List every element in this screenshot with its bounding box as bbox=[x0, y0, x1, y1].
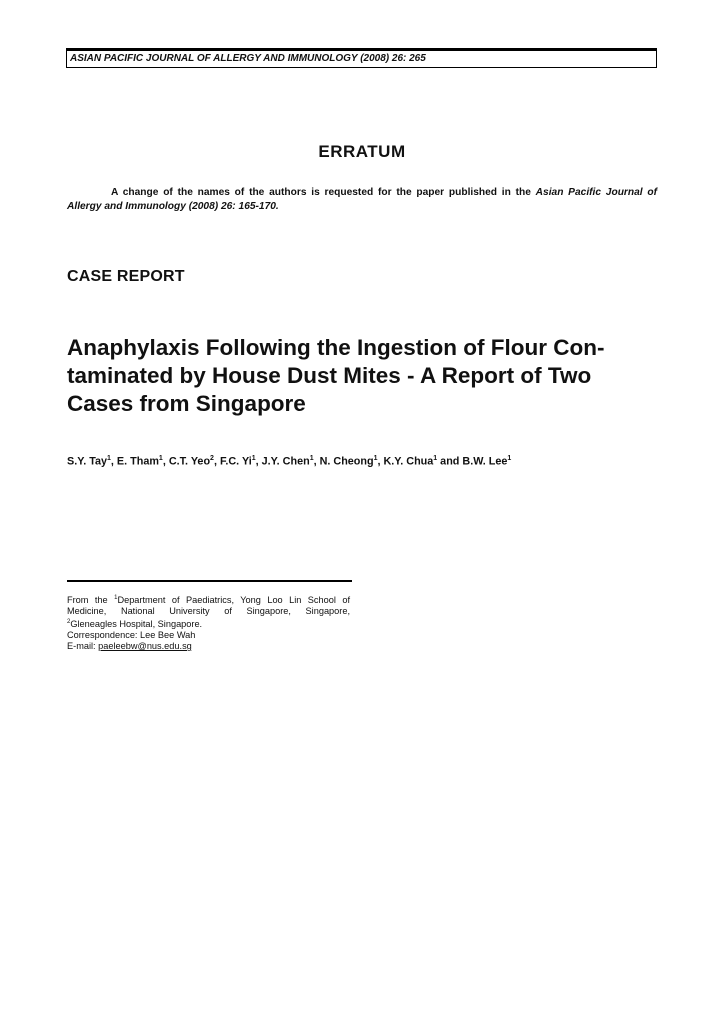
erratum-note bbox=[67, 186, 657, 214]
affiliation-line bbox=[67, 617, 350, 630]
author-affiliation-mark: 1 bbox=[433, 455, 438, 462]
author-affiliation-mark: 1 bbox=[158, 455, 163, 462]
author-affiliation-mark: 1 bbox=[107, 455, 111, 462]
author-separator: , bbox=[255, 455, 262, 468]
journal-running-header bbox=[66, 48, 657, 68]
author-list bbox=[67, 455, 667, 468]
author-name: B.W. Lee bbox=[462, 455, 508, 468]
article-title-line: Anaphylaxis Following the Ingestion of Flour Con- bbox=[67, 335, 605, 360]
affiliation-line bbox=[67, 593, 350, 606]
author-separator: , bbox=[377, 455, 384, 468]
email-label: E-mail: bbox=[67, 641, 96, 652]
erratum-heading: ERRATUM bbox=[318, 142, 406, 161]
correspondence-line: Correspondence: Lee Bee Wah bbox=[67, 630, 196, 641]
author-name: C.T. Yeo bbox=[168, 455, 211, 468]
email-line bbox=[67, 641, 350, 652]
author-name: S.Y. Tay bbox=[67, 455, 108, 468]
author-affiliation-mark: 1 bbox=[373, 455, 378, 462]
author-name: N. Cheong bbox=[319, 455, 374, 468]
erratum-note-text: A change of the names of the authors is requested for the paper published in the bbox=[111, 187, 531, 198]
author-separator: and bbox=[437, 455, 463, 468]
author-name: E. Tham bbox=[116, 455, 159, 468]
author-affiliation-mark: 1 bbox=[507, 455, 512, 462]
journal-citation: ASIAN PACIFIC JOURNAL OF ALLERGY AND IMMUNOLOGY (2008) 26: 265 bbox=[70, 53, 426, 64]
article-title bbox=[67, 334, 667, 418]
author-name: F.C. Yi bbox=[219, 455, 252, 468]
footnote-divider bbox=[67, 580, 352, 582]
author-affiliation-mark: 1 bbox=[251, 455, 256, 462]
author-separator: , bbox=[110, 455, 117, 468]
affiliation-mark: 1 bbox=[114, 595, 118, 601]
affiliation-line: Medicine, National University of Singapore, Singapore, bbox=[67, 606, 350, 617]
email-link[interactable]: paeleebw@nus.edu.sg bbox=[98, 641, 192, 652]
article-title-line: Cases from Singapore bbox=[67, 391, 306, 416]
author-affiliation-mark: 1 bbox=[309, 455, 314, 462]
affiliation-prefix: From the bbox=[67, 595, 108, 606]
author-name: J.Y. Chen bbox=[261, 455, 310, 468]
author-separator: , bbox=[213, 455, 220, 468]
author-separator: , bbox=[162, 455, 169, 468]
article-title-line: taminated by House Dust Mites - A Report of Two bbox=[67, 363, 592, 388]
author-name: K.Y. Chua bbox=[383, 455, 434, 468]
section-label: CASE REPORT bbox=[67, 268, 185, 285]
affiliation-mark: 2 bbox=[67, 619, 71, 626]
erratum-note-journal-ref: Asian Pacific Journal of Allergy and Immunology (2008) 26: 165-170. bbox=[67, 187, 657, 212]
affiliation-department: Department of Paediatrics, Yong Loo Lin School of bbox=[117, 595, 350, 606]
affiliation-footnote bbox=[67, 593, 350, 652]
affiliation-hospital: Gleneagles Hospital, Singapore. bbox=[70, 619, 203, 630]
author-affiliation-mark: 2 bbox=[210, 455, 214, 462]
author-separator: , bbox=[313, 455, 320, 468]
